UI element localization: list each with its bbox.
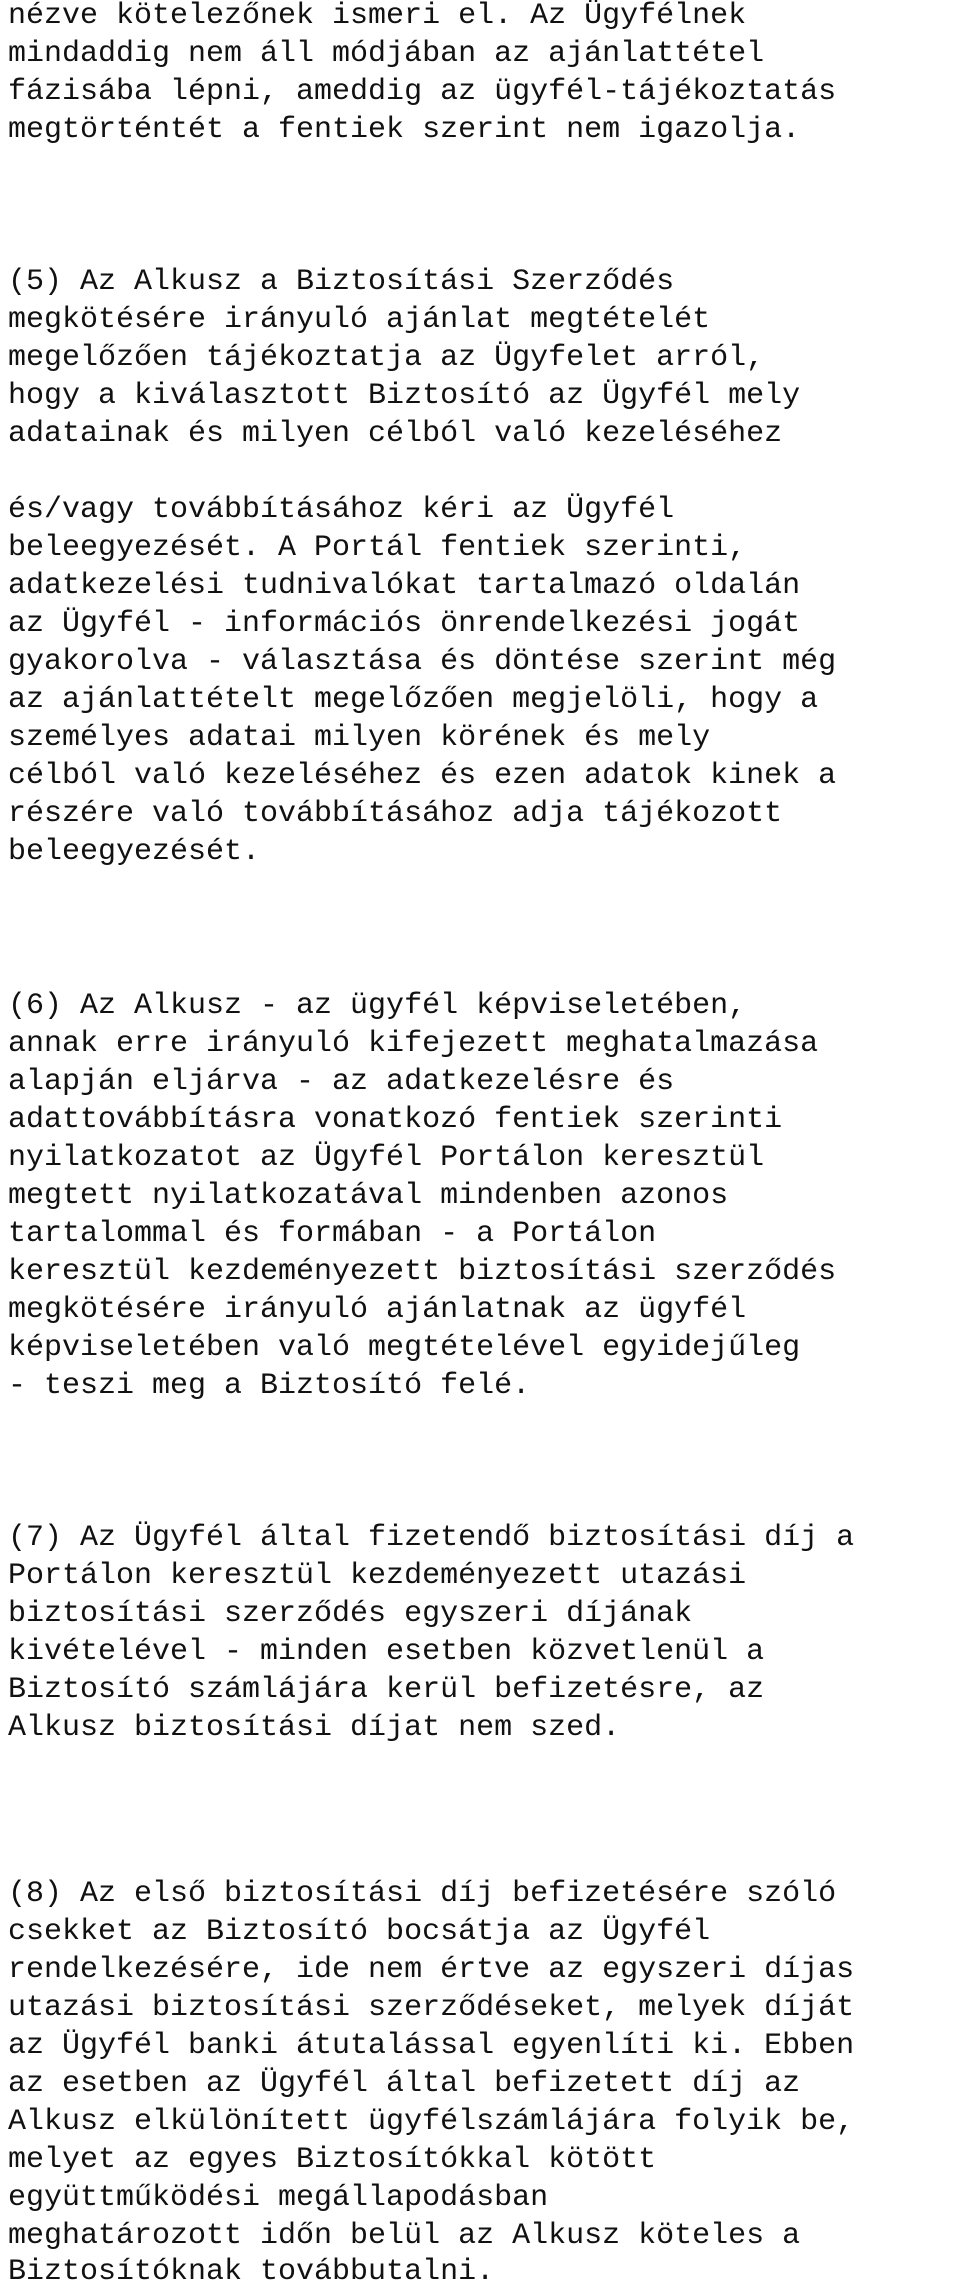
text-line: megtett nyilatkozatával mindenben azonos <box>8 1179 729 1213</box>
text-line: csekket az Biztosító bocsátja az Ügyfél <box>8 1915 711 1949</box>
text-line: (8) Az első biztosítási díj befizetésére szóló <box>8 1877 837 1911</box>
text-line: megkötésére irányuló ajánlatnak az ügyfél <box>8 1293 747 1327</box>
text-line: kivételével - minden esetben közvetlenül a <box>8 1635 765 1669</box>
text-line: megtörténtét a fentiek szerint nem igazolja. <box>8 113 801 147</box>
text-line: hogy a kiválasztott Biztosító az Ügyfél mely <box>8 379 801 413</box>
text-line: meghatározott időn belül az Alkusz köteles a <box>8 2219 801 2253</box>
text-line: képviseletében való megtételével egyidejűleg <box>8 1331 801 1365</box>
text-line: beleegyezését. <box>8 835 261 869</box>
text-line: adatkezelési tudnivalókat tartalmazó oldalán <box>8 569 801 603</box>
text-line: Portálon keresztül kezdeményezett utazási <box>8 1559 747 1593</box>
text-line: részére való továbbításához adja tájékozott <box>8 797 783 831</box>
text-line: (5) Az Alkusz a Biztosítási Szerződés <box>8 265 675 299</box>
text-line: Biztosítóknak továbbutalni. <box>8 2255 495 2289</box>
text-line: adattovábbításra vonatkozó fentiek szerinti <box>8 1103 783 1137</box>
text-line: együttműködési megállapodásban <box>8 2181 549 2215</box>
text-line: nyilatkozatot az Ügyfél Portálon keresztül <box>8 1141 765 1175</box>
text-line: Alkusz biztosítási díjat nem szed. <box>8 1711 621 1745</box>
text-line: (6) Az Alkusz - az ügyfél képviseletében, <box>8 989 747 1023</box>
text-line: megelőzően tájékoztatja az Ügyfelet arról, <box>8 341 765 375</box>
text-line: utazási biztosítási szerződéseket, melyek díját <box>8 1991 855 2025</box>
text-line: személyes adatai milyen körének és mely <box>8 721 711 755</box>
text-line: - teszi meg a Biztosító felé. <box>8 1369 531 1403</box>
text-line: rendelkezésére, ide nem értve az egyszeri díjas <box>8 1953 855 1987</box>
text-line: gyakorolva - választása és döntése szerint még <box>8 645 837 679</box>
text-line: nézve kötelezőnek ismeri el. Az Ügyfélnek <box>8 0 747 33</box>
text-line: biztosítási szerződés egyszeri díjának <box>8 1597 693 1631</box>
text-line: és/vagy továbbításához kéri az Ügyfél <box>8 493 675 527</box>
text-line: keresztül kezdeményezett biztosítási szerződés <box>8 1255 837 1289</box>
text-line: alapján eljárva - az adatkezelésre és <box>8 1065 675 1099</box>
text-line: mindaddig nem áll módjában az ajánlattétel <box>8 37 765 71</box>
text-line: tartalommal és formában - a Portálon <box>8 1217 657 1251</box>
text-line: az Ügyfél - információs önrendelkezési jogát <box>8 607 801 641</box>
text-line: Alkusz elkülönített ügyfélszámlájára folyik be, <box>8 2105 855 2139</box>
text-line: megkötésére irányuló ajánlat megtételét <box>8 303 711 337</box>
text-line: adatainak és milyen célból való kezeléséhez <box>8 417 783 451</box>
text-line: melyet az egyes Biztosítókkal kötött <box>8 2143 657 2177</box>
text-line: annak erre irányuló kifejezett meghatalmazása <box>8 1027 819 1061</box>
text-line: az ajánlattételt megelőzően megjelöli, hogy a <box>8 683 819 717</box>
text-line: az esetben az Ügyfél által befizetett díj az <box>8 2067 801 2101</box>
text-line: Biztosító számlájára kerül befizetésre, az <box>8 1673 765 1707</box>
text-line: célból való kezeléséhez és ezen adatok kinek a <box>8 759 837 793</box>
text-line: fázisába lépni, ameddig az ügyfél-tájékoztatás <box>8 75 837 109</box>
text-line: beleegyezését. A Portál fentiek szerinti, <box>8 531 747 565</box>
text-line: az Ügyfél banki átutalással egyenlíti ki. Ebben <box>8 2029 855 2063</box>
text-line: (7) Az Ügyfél által fizetendő biztosítási díj a <box>8 1521 855 1555</box>
